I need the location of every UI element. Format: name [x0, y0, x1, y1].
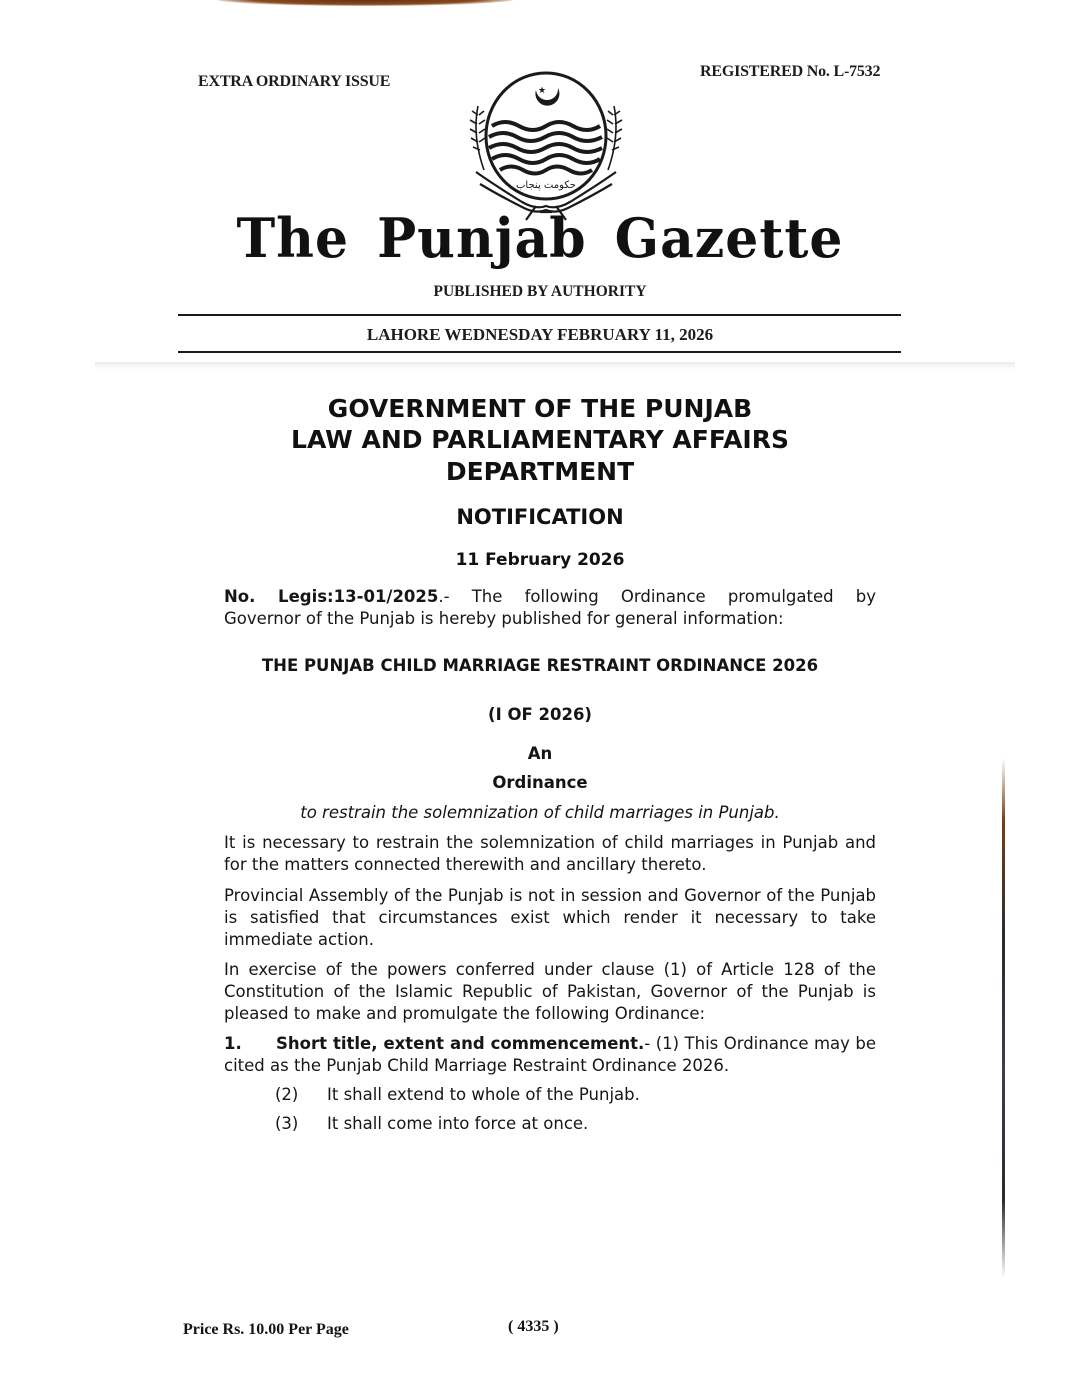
scan-edge-artifact-right [1002, 758, 1005, 1278]
department-heading-line2: DEPARTMENT [445, 457, 635, 486]
svg-text:★: ★ [538, 86, 547, 96]
notice-suffix: .- [438, 587, 450, 606]
section-text: (1) This Ordinance may be cited as the Punjab Child Marriage Restraint Ordinance 2026. [224, 1034, 876, 1075]
subsection-text: It shall extend to whole of the Punjab. [327, 1085, 640, 1104]
section-heading-suffix: - [644, 1034, 651, 1053]
notification-heading: NOTIFICATION [456, 505, 624, 529]
masthead-word: The [236, 206, 350, 271]
notice-line-2: Governor of the Punjab is hereby published for general information: [224, 609, 784, 628]
scan-edge-artifact-top [215, 0, 515, 6]
masthead-word: Gazette [614, 206, 844, 271]
department-heading-line1: LAW AND PARLIAMENTARY AFFAIRS [291, 425, 789, 454]
notice-number: No. Legis:13-01/2025 [224, 587, 439, 606]
header-rule-top [178, 314, 901, 316]
subsection-label: (3) [275, 1114, 299, 1133]
notification-date: 11 February 2026 [455, 550, 625, 570]
subsection-2 [275, 1084, 640, 1106]
registration-number: REGISTERED No. L-7532 [700, 63, 881, 80]
page-fold-shadow [95, 362, 1015, 370]
notice-line-1 [224, 586, 876, 608]
section-1 [224, 1033, 876, 1077]
ordinance-number: (I OF 2026) [488, 705, 592, 724]
punjab-government-emblem [458, 66, 634, 224]
government-heading: GOVERNMENT OF THE PUNJAB [327, 394, 753, 423]
rivers-waves-icon [489, 122, 602, 174]
header-rule-bottom [178, 351, 901, 353]
subsection-label: (2) [275, 1085, 299, 1104]
an-label: An [527, 744, 553, 763]
preamble-paragraph-2: Provincial Assembly of the Punjab is not in session and Governor of the Punjab is satisfied that circumstances exist which render it necessary to take immediate action. [224, 886, 876, 949]
notice-line1-text: The following Ordinance promulgated by [449, 587, 876, 606]
subsection-text: It shall come into force at once. [327, 1114, 589, 1133]
subsection-3 [275, 1113, 588, 1135]
long-title: to restrain the solemnization of child marriages in Punjab. [300, 803, 780, 822]
masthead-word: Punjab [377, 206, 587, 271]
section-heading: Short title, extent and commencement. [276, 1034, 645, 1053]
price-label: Price Rs. 10.00 Per Page [183, 1321, 349, 1338]
crescent-star-icon [535, 86, 559, 106]
issue-type-label: EXTRA ORDINARY ISSUE [198, 73, 391, 90]
preamble-paragraph-1: It is necessary to restrain the solemnization of child marriages in Punjab and for the matters connected therewith and ancillary thereto. [224, 833, 876, 874]
notice-paragraph [224, 586, 876, 630]
gazette-masthead [0, 206, 1080, 270]
preamble-paragraph-3: In exercise of the powers conferred under clause (1) of Article 128 of the Constitution of the Islamic Republic of Pakistan, Governor of the Punjab is pleased to make and promulgate the following Ordinance: [224, 960, 876, 1023]
ordinance-title: THE PUNJAB CHILD MARRIAGE RESTRAINT ORDINANCE 2026 [261, 656, 819, 675]
page-number: ( 4335 ) [508, 1318, 559, 1335]
section-number: 1. [224, 1034, 242, 1053]
ordinance-label: Ordinance [492, 773, 588, 792]
published-by-authority: PUBLISHED BY AUTHORITY [433, 283, 647, 300]
emblem-inscription: حکومت پنجاب [516, 180, 576, 191]
dateline: LAHORE WEDNESDAY FEBRUARY 11, 2026 [366, 325, 714, 344]
